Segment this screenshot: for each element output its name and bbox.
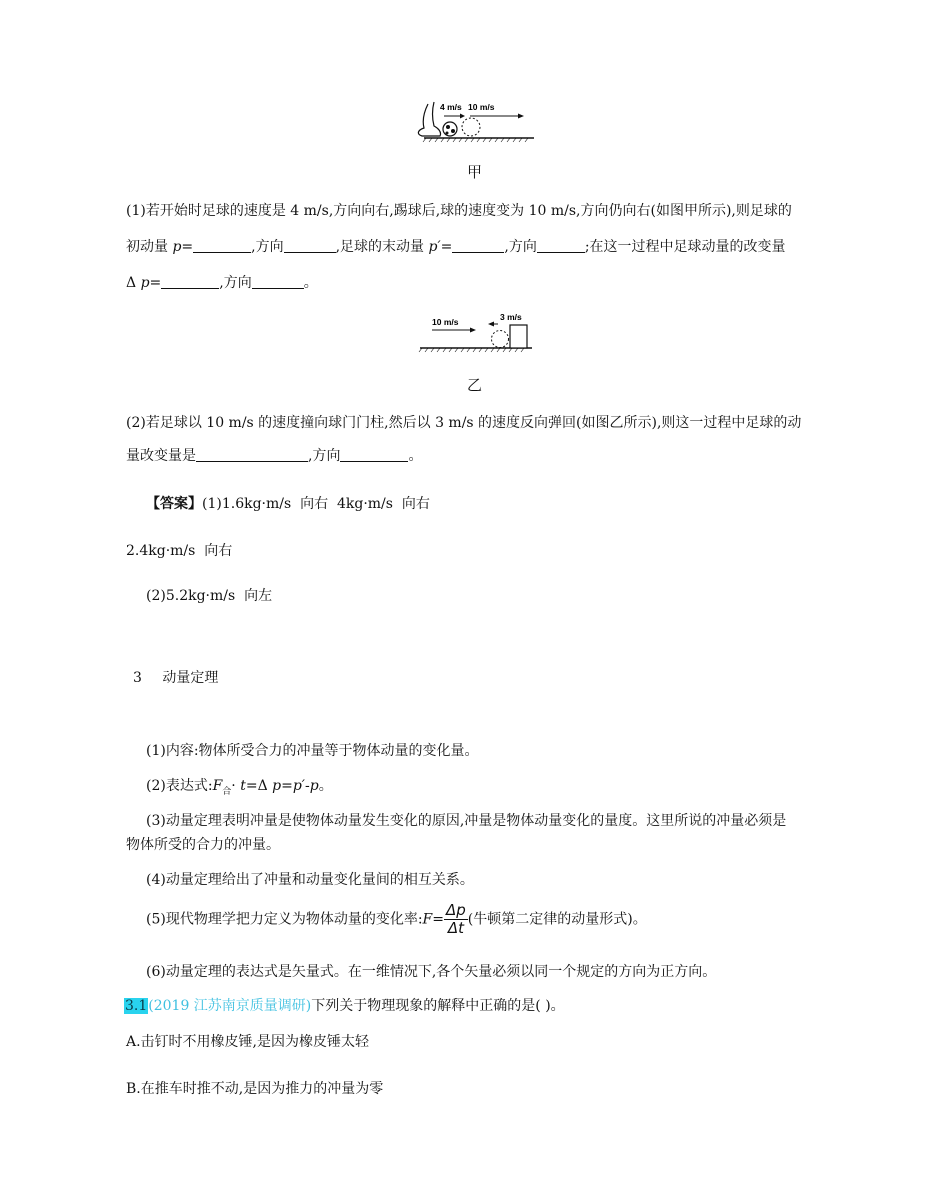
- item-4: (4)动量定理给出了冲量和动量变化量间的相互关系。: [146, 872, 474, 888]
- option-a: A.击钉时不用橡皮锤,是因为橡皮锤太轻: [126, 1034, 370, 1050]
- q2-line1: (2)若足球以 10 m/s 的速度撞向球门门柱,然后以 3 m/s 的速度反向弹回(如图乙所示),则这一过程中足球的动: [126, 415, 802, 431]
- answer-blank[interactable]: [193, 238, 251, 253]
- fraction: $\frac{\Delta p}{\Delta t}$: [446, 901, 466, 937]
- section-title: 动量定理: [162, 670, 219, 686]
- answer-blank[interactable]: [537, 238, 585, 253]
- q2-line2: 量改变量是 ,方向 。: [126, 448, 423, 464]
- section-heading: [133, 667, 218, 687]
- answer-line2: 2.4kg·m/s 向右: [126, 543, 233, 559]
- q1-line3: Δ p= ,方向 。: [126, 275, 318, 291]
- section-number: 3: [133, 670, 142, 686]
- v1-label: 4 m/s: [440, 102, 462, 112]
- goal-post: [510, 325, 527, 348]
- answer-blank[interactable]: [252, 274, 304, 289]
- figure-yi: [418, 310, 538, 354]
- item-3-line1: (3)动量定理表明冲量是使物体动量发生变化的原因,冲量是物体动量变化的量度。这里所说的冲量必须是: [146, 813, 787, 829]
- option-b: B.在推车时推不动,是因为推力的冲量为零: [126, 1081, 384, 1097]
- ball: [443, 122, 457, 136]
- item-3-line2: 物体所受的合力的冲量。: [126, 837, 280, 853]
- question-source[interactable]: (2019 江苏南京质量调研): [148, 998, 312, 1014]
- answer-line1: 【答案】(1)1.6kg·m/s 向右 4kg·m/s 向右: [146, 496, 430, 512]
- q1-line1: (1)若开始时足球的速度是 4 m/s,方向向右,踢球后,球的速度变为 10 m/s,方向仍向右(如图甲所示),则足球的: [126, 203, 792, 219]
- answer-label: 【答案】: [146, 496, 202, 512]
- q1-line2: 初动量 p= ,方向 ,足球的末动量 p′= ,方向 ;在这一过程中足球动量的改变量: [126, 239, 786, 255]
- answer-blank[interactable]: [340, 447, 408, 462]
- v1-label: 10 m/s: [432, 317, 459, 327]
- item-5: (5)现代物理学把力定义为物体动量的变化率:F= $\frac{\Delta p}{\Delta t}$ (牛顿第二定律的动量形式)。: [146, 901, 647, 937]
- answer-blank[interactable]: [161, 274, 219, 289]
- answer-line3: (2)5.2kg·m/s 向左: [146, 588, 273, 604]
- item-1: (1)内容:物体所受合力的冲量等于物体动量的变化量。: [146, 743, 479, 759]
- question-stem: 3.1(2019 江苏南京质量调研)下列关于物理现象的解释中正确的是( )。: [125, 998, 565, 1014]
- v2-label: 3 m/s: [500, 312, 522, 322]
- question-tag[interactable]: 3.1: [125, 998, 148, 1014]
- v2-label: 10 m/s: [468, 102, 495, 112]
- answer-blank[interactable]: [196, 447, 308, 462]
- figure-caption: 甲: [467, 163, 483, 181]
- figure-caption: 乙: [467, 376, 483, 394]
- figure-jia: [410, 98, 540, 144]
- answer-blank[interactable]: [284, 238, 336, 253]
- item-2: (2)表达式$:F_合\cdot t=\Delta$ p=p′-p。: [146, 778, 333, 797]
- item-6: (6)动量定理的表达式是矢量式。在一维情况下,各个矢量必须以同一个规定的方向为正方向。: [146, 964, 717, 980]
- answer-blank[interactable]: [452, 238, 504, 253]
